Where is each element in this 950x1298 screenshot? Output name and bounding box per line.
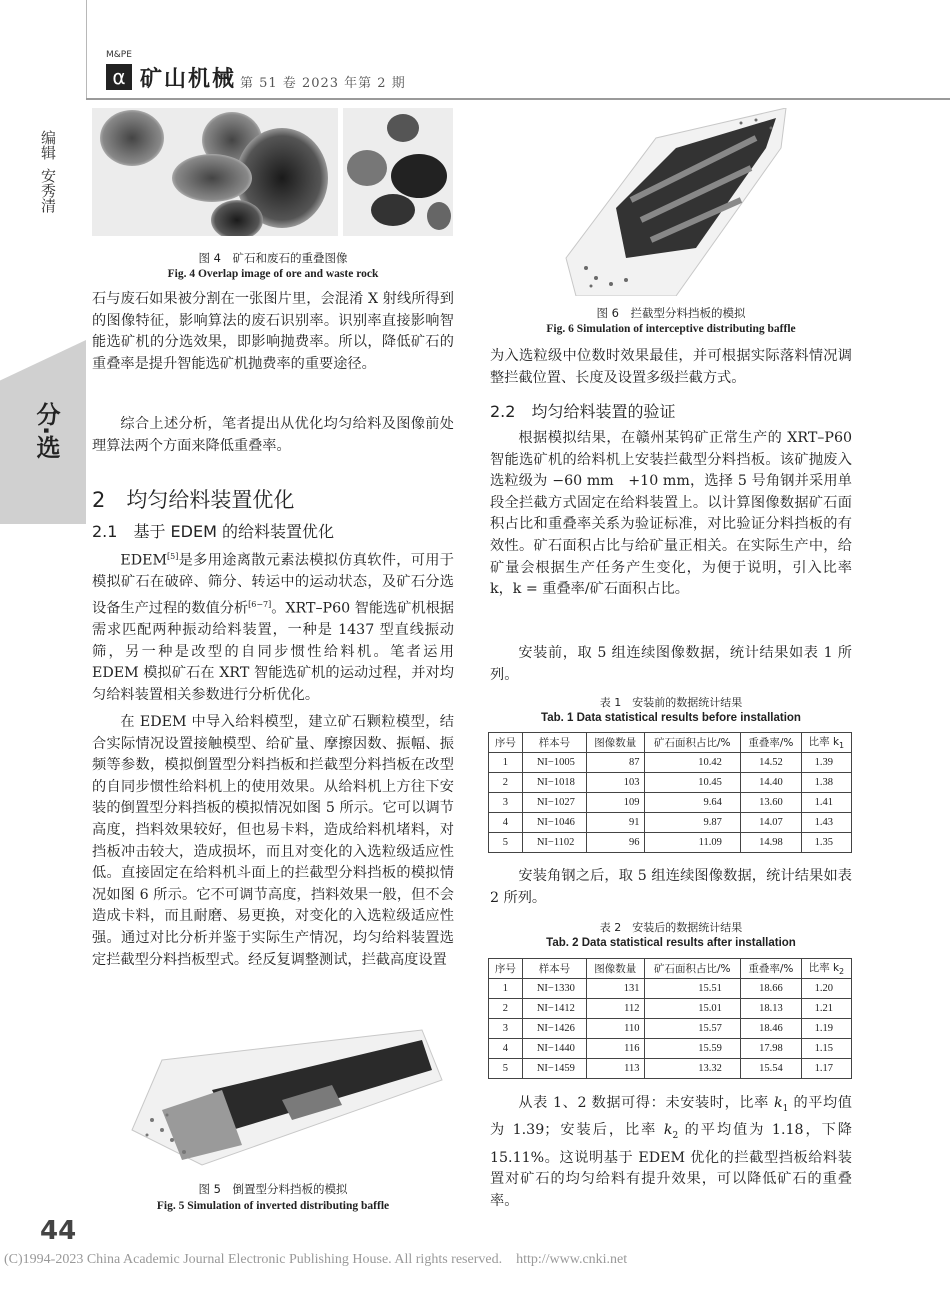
table-cell: 3 [489, 1019, 523, 1039]
paragraph-9-text-a: 从表 1、2 数据可得：未安装时，比率 [518, 1095, 775, 1111]
table-cell: 5 [489, 833, 523, 853]
ore-overlap-photo-right [343, 108, 453, 236]
table-cell: 1.17 [801, 1059, 851, 1079]
table-cell: 1.20 [801, 979, 851, 999]
table-cell: 15.01 [644, 999, 740, 1019]
table-cell: 4 [489, 1039, 523, 1059]
k1-symbol: k [774, 1095, 783, 1111]
table-cell: 9.87 [644, 813, 740, 833]
table-header-cell: 比率 $k_1$ [801, 733, 851, 753]
table-cell: 1.19 [801, 1019, 851, 1039]
table-cell: 3 [489, 793, 523, 813]
table-cell: 14.52 [740, 753, 801, 773]
table-cell: 1.38 [801, 773, 851, 793]
table-cell: 10.42 [644, 753, 740, 773]
table-cell: 18.66 [740, 979, 801, 999]
table-cell: NI−1440 [522, 1039, 586, 1059]
inverted-baffle-simulation [92, 1020, 454, 1170]
table-cell: 110 [587, 1019, 644, 1039]
table-header-cell: 比率 $k_2$ [801, 959, 851, 979]
paragraph-9-text-b: 的平均值为 1.39；安装后，比率 [490, 1095, 852, 1139]
table-row [489, 1019, 852, 1039]
table-cell: 1.35 [801, 833, 851, 853]
reference-6-7[interactable]: [6−7] [248, 599, 272, 609]
table-cell: 91 [587, 813, 644, 833]
table-row [489, 753, 852, 773]
table-cell: 5 [489, 1059, 523, 1079]
table-header-cell: 矿石面积占比/% [644, 959, 740, 979]
table-header-cell: 矿石面积占比/% [644, 733, 740, 753]
table-cell: 1.43 [801, 813, 851, 833]
journal-name: 矿山机械 [140, 66, 237, 92]
table-cell: NI−1018 [522, 773, 586, 793]
table-cell: NI−1412 [522, 999, 586, 1019]
table-cell: 1.21 [801, 999, 851, 1019]
figure-4-image-left [92, 108, 338, 236]
figure-6-caption-cn: 图 6 拦截型分料挡板的模拟 [596, 306, 746, 320]
edem-term: EDEM [120, 552, 168, 569]
table-cell: NI−1005 [522, 753, 586, 773]
table-cell: 4 [489, 813, 523, 833]
table-row [489, 1059, 852, 1079]
table-cell: 116 [587, 1039, 644, 1059]
section-2-1-heading: 2.1 基于 EDEM 的给料装置优化 [92, 522, 334, 541]
table-row [489, 979, 852, 999]
table-1-caption-cn: 表 1 安装前的数据统计结果 [599, 696, 743, 709]
table-header-row [489, 733, 852, 753]
header-rule [86, 98, 950, 100]
paragraph-8: 安装角钢之后，取 5 组连续图像数据，统计结果如表 2 所列。 [490, 868, 852, 906]
table-cell: 18.13 [740, 999, 801, 1019]
figure-4-image-right [343, 108, 453, 236]
reference-5[interactable]: [5] [167, 552, 179, 561]
header-left-rule [86, 0, 87, 98]
figure-4-caption-en: Fig. 4 Overlap image of ore and waste rock [167, 268, 379, 280]
paragraph-7: 安装前，取 5 组连续图像数据，统计结果如表 1 所列。 [490, 645, 852, 683]
paragraph-9 [490, 1093, 852, 1213]
table-cell: 14.40 [740, 773, 801, 793]
table-cell: 14.07 [740, 813, 801, 833]
table-cell: 96 [587, 833, 644, 853]
editor-name: 安秀清 [39, 168, 57, 213]
table-cell: 112 [587, 999, 644, 1019]
editor-credit [38, 130, 58, 213]
table-cell: 1.15 [801, 1039, 851, 1059]
table-header-cell: 样本号 [522, 733, 586, 753]
table-cell: 11.09 [644, 833, 740, 853]
table-cell: 15.59 [644, 1039, 740, 1059]
issue-info: 第 51 卷 2023 年第 2 期 [240, 76, 406, 91]
table-cell: 113 [587, 1059, 644, 1079]
table-row [489, 833, 852, 853]
table-cell: NI−1027 [522, 793, 586, 813]
k-subscript: 2 [839, 967, 845, 977]
figure-6-caption-en: Fig. 6 Simulation of interceptive distributing baffle [546, 323, 796, 335]
paragraph-3-text-cont: 。XRT–P60 智能选矿机根据需求匹配两种振动给料装置，一种是 1437 型直线振动筛，另一种是改型的自同步惯性给料机。笔者运用 EDEM 模拟矿石在 XRT 智能选矿机的运动过程，并对均匀给料装置相关参数进行分析优化。 [92, 600, 454, 704]
table-cell: 1.39 [801, 753, 851, 773]
table-cell: 14.98 [740, 833, 801, 853]
table-1-caption-en: Tab. 1 Data statistical results before installation [541, 712, 801, 724]
k1-subscript: 1 [782, 1103, 789, 1114]
table-2-caption-cn: 表 2 安装后的数据统计结果 [599, 921, 743, 934]
table-cell: 103 [587, 773, 644, 793]
figure-5-caption-cn: 图 5 倒置型分料挡板的模拟 [198, 1182, 348, 1196]
paragraph-2: 综合上述分析，笔者提出从优化均匀给料及图像前处理算法两个方面来降低重叠率。 [92, 416, 454, 454]
paragraph-9-text-c: 的平均值为 1.18，下降 15.11%。这说明基于 EDEM 优化的拦截型挡板给料装置对矿石的均匀给料有提升效果，可以降低矿石的重叠率。 [490, 1122, 852, 1210]
table-header-cell: 重叠率/% [740, 959, 801, 979]
figure-5-image [92, 1020, 454, 1170]
table-row [489, 999, 852, 1019]
table-2 [488, 958, 852, 1079]
table-cell: NI−1459 [522, 1059, 586, 1079]
table-cell: 13.32 [644, 1059, 740, 1079]
section-2-heading: 2 均匀给料装置优化 [92, 488, 295, 512]
figure-4-caption-cn: 图 4 矿石和废石的重叠图像 [198, 251, 348, 265]
table-cell: 131 [587, 979, 644, 999]
table-cell: 109 [587, 793, 644, 813]
paragraph-1: 石与废石如果被分割在一张图片里，会混淆 X 射线所得到的图像特征，影响算法的废石识别率。识别率直接影响智能选矿机的分选效果，即影响抛费率。所以，降低矿石的重叠率是提升智能选矿机抛费率的重要途径。 [92, 291, 454, 372]
k2-symbol: k [663, 1122, 673, 1139]
table-cell: 2 [489, 773, 523, 793]
table-header-cell: 序号 [489, 733, 523, 753]
table-header-cell: 序号 [489, 959, 523, 979]
figure-5-caption-en: Fig. 5 Simulation of inverted distributing baffle [156, 1200, 390, 1212]
paragraph-3-text: 是多用途离散元素法模拟仿真软件，可用于模拟矿石在破碎、筛分、转运中的运动状态，及矿石分选设备生产过程的数值分析 [92, 552, 454, 617]
table-1 [488, 732, 852, 853]
table-header-cell: 图像数量 [587, 959, 644, 979]
table-cell: 1 [489, 979, 523, 999]
journal-logo-caption: M&PE [106, 50, 132, 60]
paragraph-5: 为入选粒级中位数时效果最佳，并可根据实际落料情况调整拦截位置、长度及设置多级拦截方式。 [490, 348, 852, 386]
table-cell: NI−1426 [522, 1019, 586, 1039]
table-cell: 1.41 [801, 793, 851, 813]
table-2-caption-en: Tab. 2 Data statistical results after installation [546, 937, 796, 949]
table-cell: 15.57 [644, 1019, 740, 1039]
figure-6-image [556, 108, 796, 296]
paragraph-3 [92, 546, 454, 707]
table-cell: NI−1102 [522, 833, 586, 853]
interceptive-baffle-simulation [556, 108, 796, 296]
table-row [489, 813, 852, 833]
page-number: 44 [40, 1216, 77, 1246]
table-cell: 13.60 [740, 793, 801, 813]
table-cell: 2 [489, 999, 523, 1019]
table-cell: 15.51 [644, 979, 740, 999]
table-cell: NI−1046 [522, 813, 586, 833]
table-cell: 18.46 [740, 1019, 801, 1039]
table-header-row [489, 959, 852, 979]
editor-label: 编辑 [39, 130, 57, 160]
table-row [489, 1039, 852, 1059]
table-header-cell: 样本号 [522, 959, 586, 979]
section-2-2-heading: 2.2 均匀给料装置的验证 [490, 402, 676, 421]
paragraph-6: 根据模拟结果，在赣州某钨矿正常生产的 XRT–P60 智能选矿机的给料机上安装拦截型分料挡板。该矿抛废入选粒级为 −60 mm +10 mm，选择 5 号角钢并采用单段全拦截方式固定在给料装置上。以计算图像数据矿石面积占比和重叠率关系为验证标准，对比验证分料挡板的有效性。矿石面积占比与给矿量正相关。在实际生产中，给矿量会根据生产任务产生变化，为便于说明，引入比率 k，k = 重叠率/矿石面积占比。 [490, 430, 852, 598]
table-row [489, 773, 852, 793]
table-cell: 10.45 [644, 773, 740, 793]
ore-overlap-photo-left [92, 108, 338, 236]
table-cell: 1 [489, 753, 523, 773]
table-cell: 87 [587, 753, 644, 773]
table-header-cell: 重叠率/% [740, 733, 801, 753]
k2-subscript: 2 [672, 1131, 679, 1142]
paragraph-4: 在 EDEM 中导入给料模型，建立矿石颗粒模型，结合实际情况设置接触模型、给矿量、摩擦因数、振幅、振频等参数，模拟倒置型分料挡板和拦截型分料挡板在改型的自同步惯性给料机上的使用效果。从给料机上方往下安装的倒置型分料挡板的模拟情况如图 5 所示。它可以调节高度，挡料效果较好，但也易卡料，造成给料机堵料，对挡板冲击较大，造成损坏，而且对变化的入选粒级适应性低。直接固定在给料机斗面上的拦截型分料挡板的模拟情况如图 6 所示。它不可调节高度，挡料效果一般，但不会造成卡料，而且耐磨、易更换，对变化的入选粒级适应性强。通过对比分析并鉴于实际生产情况，均匀给料装置选定拦截型分料挡板型式。经反复调整测试，拦截高度设置 [92, 714, 454, 968]
table-cell: 17.98 [740, 1039, 801, 1059]
table-cell: 15.54 [740, 1059, 801, 1079]
table-header-cell: 图像数量 [587, 733, 644, 753]
copyright-footer: (C)1994-2023 China Academic Journal Electronic Publishing House. All rights reserved. http://www.cnki.net [4, 1252, 628, 1267]
journal-logo: α [106, 64, 132, 90]
table-cell: NI−1330 [522, 979, 586, 999]
k-subscript: 1 [839, 741, 845, 751]
table-row [489, 793, 852, 813]
table-cell: 9.64 [644, 793, 740, 813]
section-tag: 分·选 [32, 402, 60, 460]
